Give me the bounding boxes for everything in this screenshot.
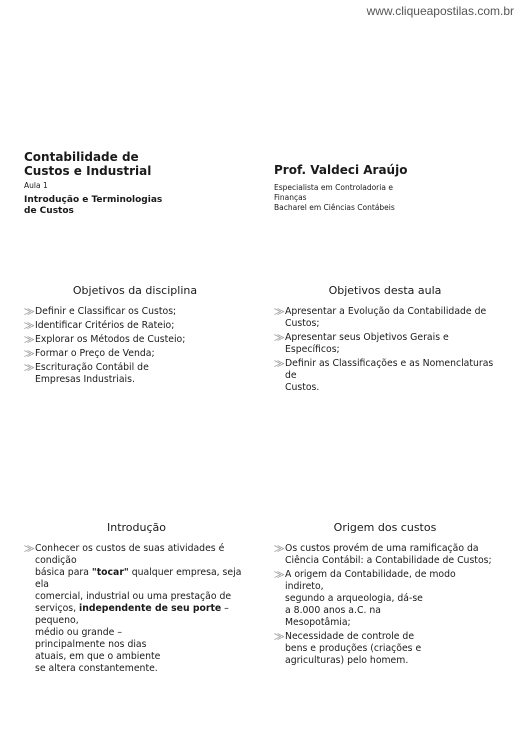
list-item: ⨠ Identificar Critérios de Rateio;	[24, 320, 175, 331]
bullet-arrow-icon: ⨠	[274, 333, 285, 343]
bullet-arrow-icon: ⨠	[24, 307, 35, 317]
bullet-arrow-icon: ⨠	[274, 632, 285, 642]
site-url: www.cliqueapostilas.com.br	[366, 4, 514, 18]
list-item: ⨠ Escrituração Contábil de Empresas Industriais.	[24, 362, 149, 385]
professor-name: Prof. Valdeci Araújo	[274, 163, 408, 177]
list-item: ⨠ Os custos provém de uma ramificação da Ciência Contábil: a Contabilidade de Custos;	[274, 543, 492, 566]
list-item: ⨠ Necessidade de controle de bens e produções (criações e agriculturas) pelo homem.	[274, 631, 422, 666]
introducao-slide	[24, 521, 249, 677]
bullet-arrow-icon: ⨠	[274, 359, 285, 369]
section-title: Objetivos da disciplina	[72, 284, 198, 297]
title-slide	[24, 150, 224, 217]
list-item: ⨠ Definir as Classificações e as Nomenclaturas de Custos.	[274, 358, 494, 393]
list-item: ⨠ Explorar os Métodos de Custeio;	[24, 334, 186, 345]
bullet-list	[274, 306, 496, 394]
list-item: ⨠ Definir e Classificar os Custos;	[24, 306, 177, 317]
list-item: ⨠ Conhecer os custos de suas atividades é condição básica para "tocar" qualquer empresa, seja ela comercial, industrial ou uma prestação de serviços, independente de seu porte – pequeno, médio ou grande – principalmente nos dias atuais, em que o ambiente se altera constantemente.	[24, 543, 242, 674]
list-item: ⨠ A origem da Contabilidade, de modo indireto, segundo a arqueologia, dá-se a 8.000 anos a.C. na Mesopotâmia;	[274, 569, 456, 628]
course-title: Contabilidade de Custos e Industrial	[24, 150, 152, 178]
bullet-list	[24, 543, 249, 675]
bullet-arrow-icon: ⨠	[274, 544, 285, 554]
professor-credentials: Especialista em Controladoria e Finanças Bacharel em Ciências Contábeis	[274, 183, 395, 212]
objetivos-disciplina-slide	[24, 284, 246, 388]
section-title: Origem dos custos	[333, 521, 437, 534]
bullet-list	[24, 306, 246, 386]
objetivos-aula-slide	[274, 284, 496, 396]
bullet-arrow-icon: ⨠	[24, 363, 35, 373]
bullet-list	[274, 543, 496, 667]
section-title: Objetivos desta aula	[328, 284, 442, 297]
bullet-arrow-icon: ⨠	[274, 307, 285, 317]
list-item: ⨠ Apresentar seus Objetivos Gerais e Específicos;	[274, 332, 449, 355]
list-item: ⨠ Formar o Preço de Venda;	[24, 348, 155, 359]
bullet-arrow-icon: ⨠	[24, 335, 35, 345]
section-title: Introdução	[106, 521, 166, 534]
aula-label: Aula 1	[24, 181, 48, 190]
professor-slide	[274, 163, 474, 213]
bullet-arrow-icon: ⨠	[274, 570, 285, 580]
bullet-arrow-icon: ⨠	[24, 349, 35, 359]
origem-slide	[274, 521, 496, 669]
lesson-title: Introdução e Terminologias de Custos	[24, 195, 163, 216]
list-item: ⨠ Apresentar a Evolução da Contabilidade de Custos;	[274, 306, 487, 329]
bullet-arrow-icon: ⨠	[24, 544, 35, 554]
bullet-arrow-icon: ⨠	[24, 321, 35, 331]
